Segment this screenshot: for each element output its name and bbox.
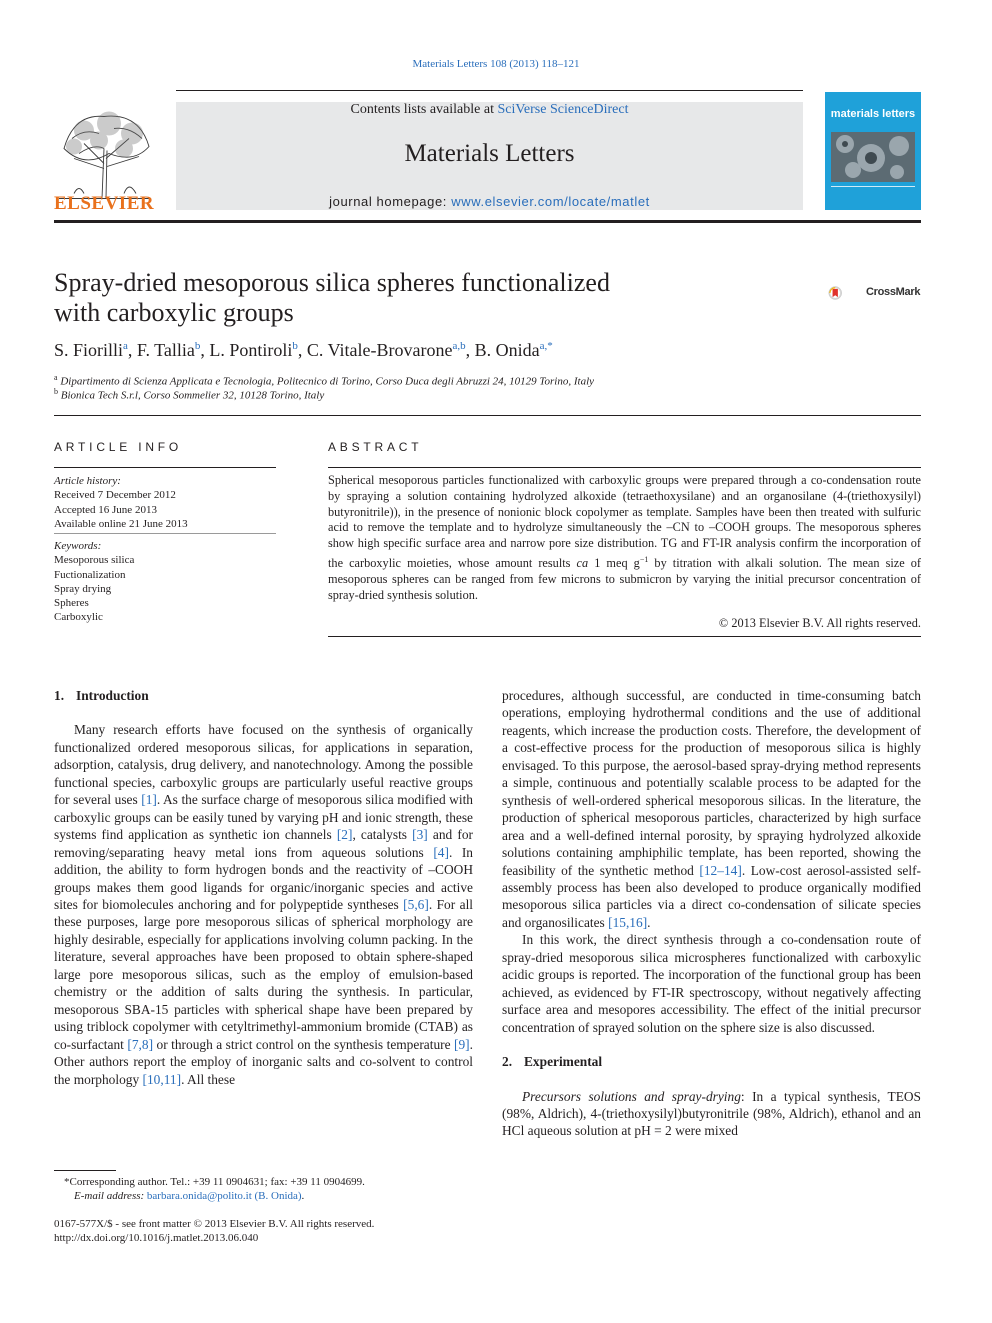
paragraph-text: . Low-cost aerosol-assisted self-assembly process has been also developed to produce organically modified mesoporous silica particles via a direct co-condensation of silicate species and organosilicates xyxy=(502,862,922,930)
cover-micrograph-image xyxy=(831,132,915,182)
body-left-column xyxy=(54,687,473,1088)
keyword: Spray drying xyxy=(54,582,112,595)
author-affil-sup[interactable]: b xyxy=(194,340,201,352)
paragraph-text: . In addition, the ability to form hydrogen bonds and the reactivity of –COOH groups makes them good ligands for organic/inorganic species and active sites for biomolecules anchoring and for polypeptide syntheses xyxy=(54,844,474,912)
email-link[interactable]: barbara.onida@polito.it (B. Onida) xyxy=(146,1190,302,1202)
citation-link[interactable]: [10,11] xyxy=(142,1071,182,1087)
paragraph-text: and for removing/separating heavy metal ions from aqueous solutions xyxy=(54,827,473,860)
citation-link[interactable]: [5,6] xyxy=(403,896,429,912)
header-top-rule xyxy=(176,90,803,91)
citation-link[interactable]: [2] xyxy=(336,827,353,843)
keyword: Carboxylic xyxy=(54,611,103,624)
author-affil-sup[interactable]: a xyxy=(123,340,128,352)
cover-title: materials letters xyxy=(830,108,916,120)
citation-link[interactable]: [9] xyxy=(454,1036,470,1052)
abstract-unit: 1 meq g xyxy=(588,556,640,571)
section-title: Introduction xyxy=(76,688,149,703)
crossmark-label[interactable]: CrossMark xyxy=(866,286,921,298)
email-end: . xyxy=(301,1190,305,1202)
front-matter-rule xyxy=(54,415,921,416)
homepage-link[interactable]: www.elsevier.com/locate/matlet xyxy=(451,194,650,209)
section-title: Experimental xyxy=(524,1054,603,1070)
footnote-rule xyxy=(54,1170,116,1171)
paragraph-text: . xyxy=(647,914,651,930)
article-title xyxy=(54,268,754,328)
abstract-heading: ABSTRACT xyxy=(328,440,423,454)
journal-cover-thumbnail[interactable] xyxy=(825,92,921,210)
paragraph-text: or through a strict control on the synthesis temperature xyxy=(153,1036,455,1052)
intro-paragraph-2 xyxy=(502,687,921,931)
email-label: E-mail address: xyxy=(74,1190,147,1202)
author-name[interactable]: L. Pontiroli xyxy=(209,340,293,360)
intro-paragraph-3: In this work, the direct synthesis through a co-condensation route of spray-dried mesoporous silica microspheres functionalized with carboxylic acidic groups is reported. The incorporation of the functional group has been achieved, as evidenced by FT-IR spectroscopy, without negatively affecting surface area and mesopores accessibility. The effect of the initial precursor concentration of sprayed solution on the sphere size is also discussed. xyxy=(502,932,921,1035)
author-affil-sup[interactable]: b xyxy=(292,340,298,352)
contents-prefix: Contents lists available at xyxy=(350,102,498,117)
author-name[interactable]: C. Vitale-Brovarone xyxy=(306,340,453,360)
citation-link[interactable]: [3] xyxy=(412,827,428,843)
email-note xyxy=(54,1189,493,1203)
homepage-prefix: journal homepage: xyxy=(329,194,452,209)
corresponding-author-note: *Corresponding author. Tel.: +39 11 0904631; fax: +39 11 0904699. xyxy=(64,1176,365,1188)
affiliation-text: Bionica Tech S.r.l, Corso Sommelier 32, 10128 Torino, Italy xyxy=(60,389,325,402)
citation-link[interactable]: [7,8] xyxy=(127,1036,154,1052)
affiliation-text: Dipartimento di Scienza Applicata e Tecnologia, Politecnico di Torino, Corso Duca degli Abruzzi 24, 10129 Torino, Italy xyxy=(60,375,595,388)
author-list: S. Fiorilli$^a$, F. Tallia$^b$, L. Pontiroli$^b$, C. Vitale-Brovarone$^{a,b}$, B. Onida$^{a,*}$ xyxy=(54,340,553,360)
abstract-bottom-rule xyxy=(328,636,921,637)
abstract-copyright: © 2013 Elsevier B.V. All rights reserved. xyxy=(718,616,921,630)
body-right-column xyxy=(502,687,921,1140)
abstract-top-rule xyxy=(328,467,921,468)
journal-reference[interactable]: Materials Letters 108 (2013) 118–121 xyxy=(412,58,580,70)
section-heading-experimental xyxy=(502,1053,921,1070)
issn-line: 0167-577X/$ - see front matter © 2013 Elsevier B.V. All rights reserved. xyxy=(54,1218,375,1230)
homepage-line xyxy=(176,194,803,209)
paragraph-text: , catalysts xyxy=(352,827,413,843)
header-bottom-rule xyxy=(54,220,921,223)
journal-banner xyxy=(176,102,803,210)
abstract-ca: ca xyxy=(576,556,589,571)
author-name[interactable]: B. Onida xyxy=(474,340,540,360)
history-online: Available online 21 June 2013 xyxy=(54,517,188,530)
author-name[interactable]: S. Fiorilli xyxy=(54,340,124,360)
title-line-1: Spray-dried mesoporous silica spheres functionalized xyxy=(54,268,610,297)
citation-link[interactable]: [12–14] xyxy=(699,862,742,878)
paragraph-text: Many research efforts have focused on the synthesis of organically functionalized ordered mesoporous silicas, for applications in separation, adsorption, catalysis, drug delivery, and nanotechnology. Among the possible functional species, carboxylic groups are particularly useful reactive groups for several uses xyxy=(54,722,473,808)
abstract-text xyxy=(328,473,921,603)
experimental-lead-in: Precursors solutions and spray-drying xyxy=(522,1088,741,1104)
sciencedirect-link[interactable]: SciVerse ScienceDirect xyxy=(497,102,629,117)
paragraph-text: . All these xyxy=(181,1071,236,1087)
doi-link[interactable]: http://dx.doi.org/10.1016/j.matlet.2013.06.040 xyxy=(54,1232,259,1244)
keyword: Spheres xyxy=(54,597,89,610)
crossmark-icon[interactable] xyxy=(828,274,866,312)
author-affil-sup[interactable]: a,b xyxy=(452,340,466,352)
affiliation-b xyxy=(54,387,324,402)
abstract-part-2: by titration with alkali solution. The mean size of mesoporous spheres can be ranged from few microns to submicron by varying the initial precursor concentration of spray-dried synthesis solution. xyxy=(328,556,921,602)
section-heading-introduction xyxy=(54,687,473,704)
affiliation-a xyxy=(54,373,594,388)
history-accepted: Accepted 16 June 2013 xyxy=(54,503,157,516)
paragraph-text: . Other authors report the employ of inorganic salts and co-solvent to control the morphology xyxy=(54,1036,473,1087)
citation-link[interactable]: [15,16] xyxy=(608,914,648,930)
keywords-block xyxy=(54,539,276,625)
section-number: 2. xyxy=(502,1054,513,1070)
keyword: Mesoporous silica xyxy=(54,554,135,567)
author-affil-sup[interactable]: a,* xyxy=(539,340,553,352)
paragraph-text: . For all these purposes, large pore mesoporous silicas of spherical morphology are highly desirable, especially for applications involving column packing. In the literature, several approaches have been proposed to obtain sphere-shaped large pore mesoporous silicas, such as the employ of emulsion-based chemistry or the addition of salts during the synthesis. In particular, mesoporous SBA-15 particles with spherical shape have been prepared by using triblock copolymer with cetyltrimethyl-ammonium bromide (CTAB) as co-surfactant xyxy=(54,896,474,1052)
section-number: 1. xyxy=(54,688,65,703)
abstract-part-1: Spherical mesoporous particles functionalized with carboxylic groups were prepared through a co-condensation route by spraying a solution containing hydrolyzed alkoxide (tetraethoxysilane) and an organosilane (4-(triethoxysilyl) butyronitrile)), in the presence of nonionic block copolymer as template. Samples have been then treated with sulfuric acid to remove the template and to hydrolyze simultaneously the –CN to –COOH groups. The mesoporous spheres show high specific surface area and narrow pore size distribution. TG and FT-IR analysis confirm the incorporation of the carboxylic moieties, whose amount results xyxy=(328,473,921,571)
keywords-label: Keywords: xyxy=(54,540,102,552)
citation-link[interactable]: [4] xyxy=(433,844,449,860)
cover-footer-band xyxy=(831,186,915,203)
affiliation-mark: a xyxy=(54,373,58,382)
intro-paragraph-1 xyxy=(54,721,473,1088)
elsevier-wordmark: ELSEVIER xyxy=(54,193,155,214)
article-history xyxy=(54,474,276,531)
author-name[interactable]: F. Tallia xyxy=(136,340,195,360)
contents-line xyxy=(176,102,803,118)
paragraph-text: procedures, although successful, are conducted in time-consuming batch operations, employing hydrothermal conditions and the use of additional reagents, which increase the production costs. Therefore, the development of a cost-effective process for the production of mesoporous silica is highly envisaged. To this purpose, the aerosol-based spray-drying method represents a simple, continuous and potentially scalable process to be adapted for the synthesis of well-ordered spherical mesoporous silicas. In the literature, the production of spherical mesoporous particles, characterized by high surface area and a well-defined internal porosity, by spraying hydrolyzed alkoxide solutions containing amphiphilic template, has been reported, showing the feasibility of the synthetic method xyxy=(502,688,921,878)
keyword: Fuctionalization xyxy=(54,568,126,581)
abstract-unit-exponent: −1 xyxy=(639,554,649,564)
affiliation-mark: b xyxy=(54,387,58,396)
article-info-rule xyxy=(54,467,276,468)
history-label: Article history: xyxy=(54,475,121,487)
journal-name: Materials Letters xyxy=(404,140,575,167)
history-divider xyxy=(54,533,276,534)
citation-link[interactable]: [1] xyxy=(141,792,157,808)
experimental-text: : In a typical synthesis, TEOS (98%, Aldrich), 4-(triethoxysilyl)butyronitrile (98%, Aldrich), ethanol and an HCl aqueous solution at pH = 2 were mixed xyxy=(502,1088,921,1139)
history-received: Received 7 December 2012 xyxy=(54,489,176,502)
paragraph-text: . As the surface charge of mesoporous silica modified with carboxylic groups can be easily tuned by varying pH and ionic strength, these systems find application as synthetic ion channels xyxy=(54,792,473,843)
title-line-2: with carboxylic groups xyxy=(54,298,294,327)
experimental-paragraph xyxy=(502,1088,921,1140)
article-info-heading: ARTICLE INFO xyxy=(54,440,183,454)
